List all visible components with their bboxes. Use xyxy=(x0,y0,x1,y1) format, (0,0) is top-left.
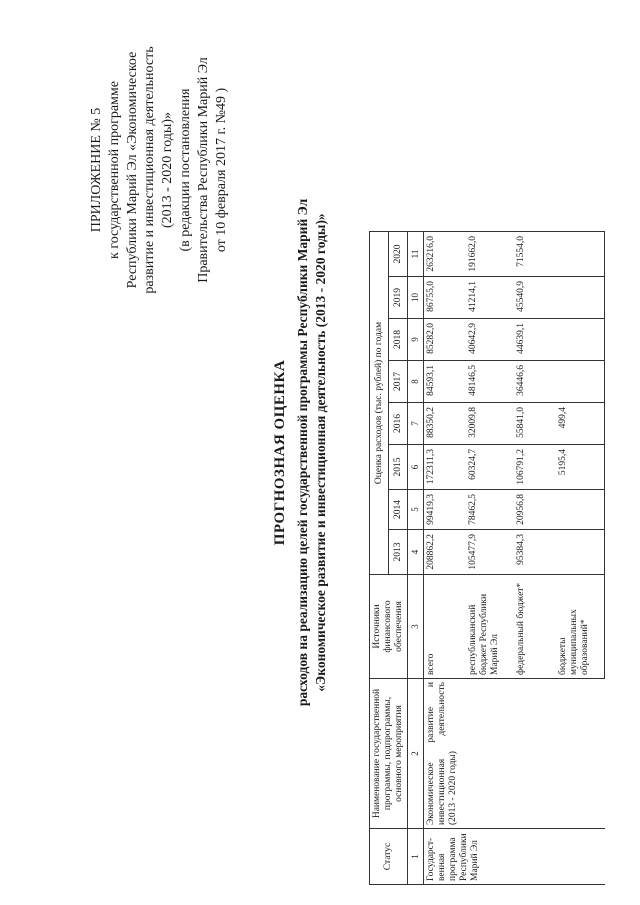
value-cell: 191662,0 xyxy=(466,232,514,277)
column-number: 9 xyxy=(408,319,424,361)
header-row xyxy=(370,232,389,885)
value-cell: 78462,5 xyxy=(466,490,514,530)
column-number: 8 xyxy=(408,361,424,403)
header-status: Статус xyxy=(370,829,408,885)
column-number: 5 xyxy=(408,490,424,530)
program-name-cell: Экономическое развитие и инвестиционная деятельность (2013 - 2020 годы) xyxy=(424,679,605,829)
header-year: 2018 xyxy=(389,319,408,361)
value-cell: 172311,3 xyxy=(424,445,467,490)
column-number: 7 xyxy=(408,403,424,445)
status-cell: Государст-венная программа Республики Марий Эл xyxy=(424,829,605,885)
appendix-line: ПРИЛОЖЕНИЕ № 5 xyxy=(89,107,104,233)
appendix-heading xyxy=(88,10,230,330)
value-cell: 86755,0 xyxy=(424,277,467,319)
header-year: 2017 xyxy=(389,361,408,403)
value-cell: 20956,8 xyxy=(514,490,556,530)
value-cell: 41214,1 xyxy=(466,277,514,319)
header-year: 2015 xyxy=(389,445,408,490)
appendix-line: развитие и инвестиционная деятельность xyxy=(142,46,158,294)
column-number: 6 xyxy=(408,445,424,490)
value-cell xyxy=(556,361,605,403)
appendix-line: Правительства Республики Марий Эл xyxy=(195,57,211,283)
value-cell xyxy=(556,530,605,575)
header-estimate: Оценка расходов (тыс. рублей) по годам xyxy=(370,232,389,575)
value-cell: 99419,3 xyxy=(424,490,467,530)
value-cell: 48146,5 xyxy=(466,361,514,403)
document-subtitle-program: «Экономическое развитие и инвестиционная деятельность (2013 - 2020 годы)» xyxy=(313,213,328,692)
appendix-line: (в редакции постановления xyxy=(177,88,193,252)
value-cell: 55841,0 xyxy=(514,403,556,445)
column-number: 4 xyxy=(408,530,424,575)
column-number: 3 xyxy=(408,575,424,679)
header-year: 2013 xyxy=(389,530,408,575)
appendix-line: (2013 - 2020 годы)» xyxy=(160,112,176,229)
column-number: 2 xyxy=(408,679,424,829)
value-cell: 263216,0 xyxy=(424,232,467,277)
value-cell: 71554,0 xyxy=(514,232,556,277)
value-cell: 40642,9 xyxy=(466,319,514,361)
value-cell xyxy=(556,490,605,530)
source-cell: федеральный бюджет* xyxy=(514,575,556,679)
header-year: 2016 xyxy=(389,403,408,445)
header-year: 2019 xyxy=(389,277,408,319)
column-number: 11 xyxy=(408,232,424,277)
appendix-line: Республики Марий Эл «Экономическое xyxy=(124,51,140,289)
column-number-row xyxy=(408,232,424,885)
value-cell: 84593,1 xyxy=(424,361,467,403)
value-cell: 208862,2 xyxy=(424,530,467,575)
column-number: 10 xyxy=(408,277,424,319)
value-cell: 95384,3 xyxy=(514,530,556,575)
value-cell: 32009,8 xyxy=(466,403,514,445)
value-cell: 45540,9 xyxy=(514,277,556,319)
header-source: Источники финансового обеспечения xyxy=(370,575,408,679)
document-title: ПРОГНОЗНАЯ ОЦЕНКА xyxy=(272,359,288,546)
appendix-line: от 10 февраля 2017 г. №49 ) xyxy=(213,87,229,253)
value-cell: 499,4 xyxy=(556,403,605,445)
header-name: Наименование государственной программы, подпрограммы, основного мероприятия xyxy=(370,679,408,829)
source-cell: всего xyxy=(424,575,467,679)
value-cell xyxy=(556,277,605,319)
value-cell: 60324,7 xyxy=(466,445,514,490)
table-row xyxy=(424,232,467,885)
source-cell: бюджеты муниципальных образований* xyxy=(556,575,605,679)
value-cell: 85282,0 xyxy=(424,319,467,361)
appendix-line: к государственной программе xyxy=(106,81,122,259)
source-cell: республиканский бюджет Республики Марий Эл xyxy=(466,575,514,679)
value-cell: 5195,4 xyxy=(556,445,605,490)
expenditure-table xyxy=(369,231,605,885)
value-cell: 105477,9 xyxy=(466,530,514,575)
value-cell: 44639,1 xyxy=(514,319,556,361)
column-number: 1 xyxy=(408,829,424,885)
document-subtitle: расходов на реализацию целей государственной программы Республики Марий Эл xyxy=(295,198,310,707)
header-year: 2020 xyxy=(389,232,408,277)
value-cell: 36446,6 xyxy=(514,361,556,403)
value-cell xyxy=(556,319,605,361)
value-cell xyxy=(556,232,605,277)
header-year: 2014 xyxy=(389,490,408,530)
value-cell: 88350,2 xyxy=(424,403,467,445)
value-cell: 106791,2 xyxy=(514,445,556,490)
